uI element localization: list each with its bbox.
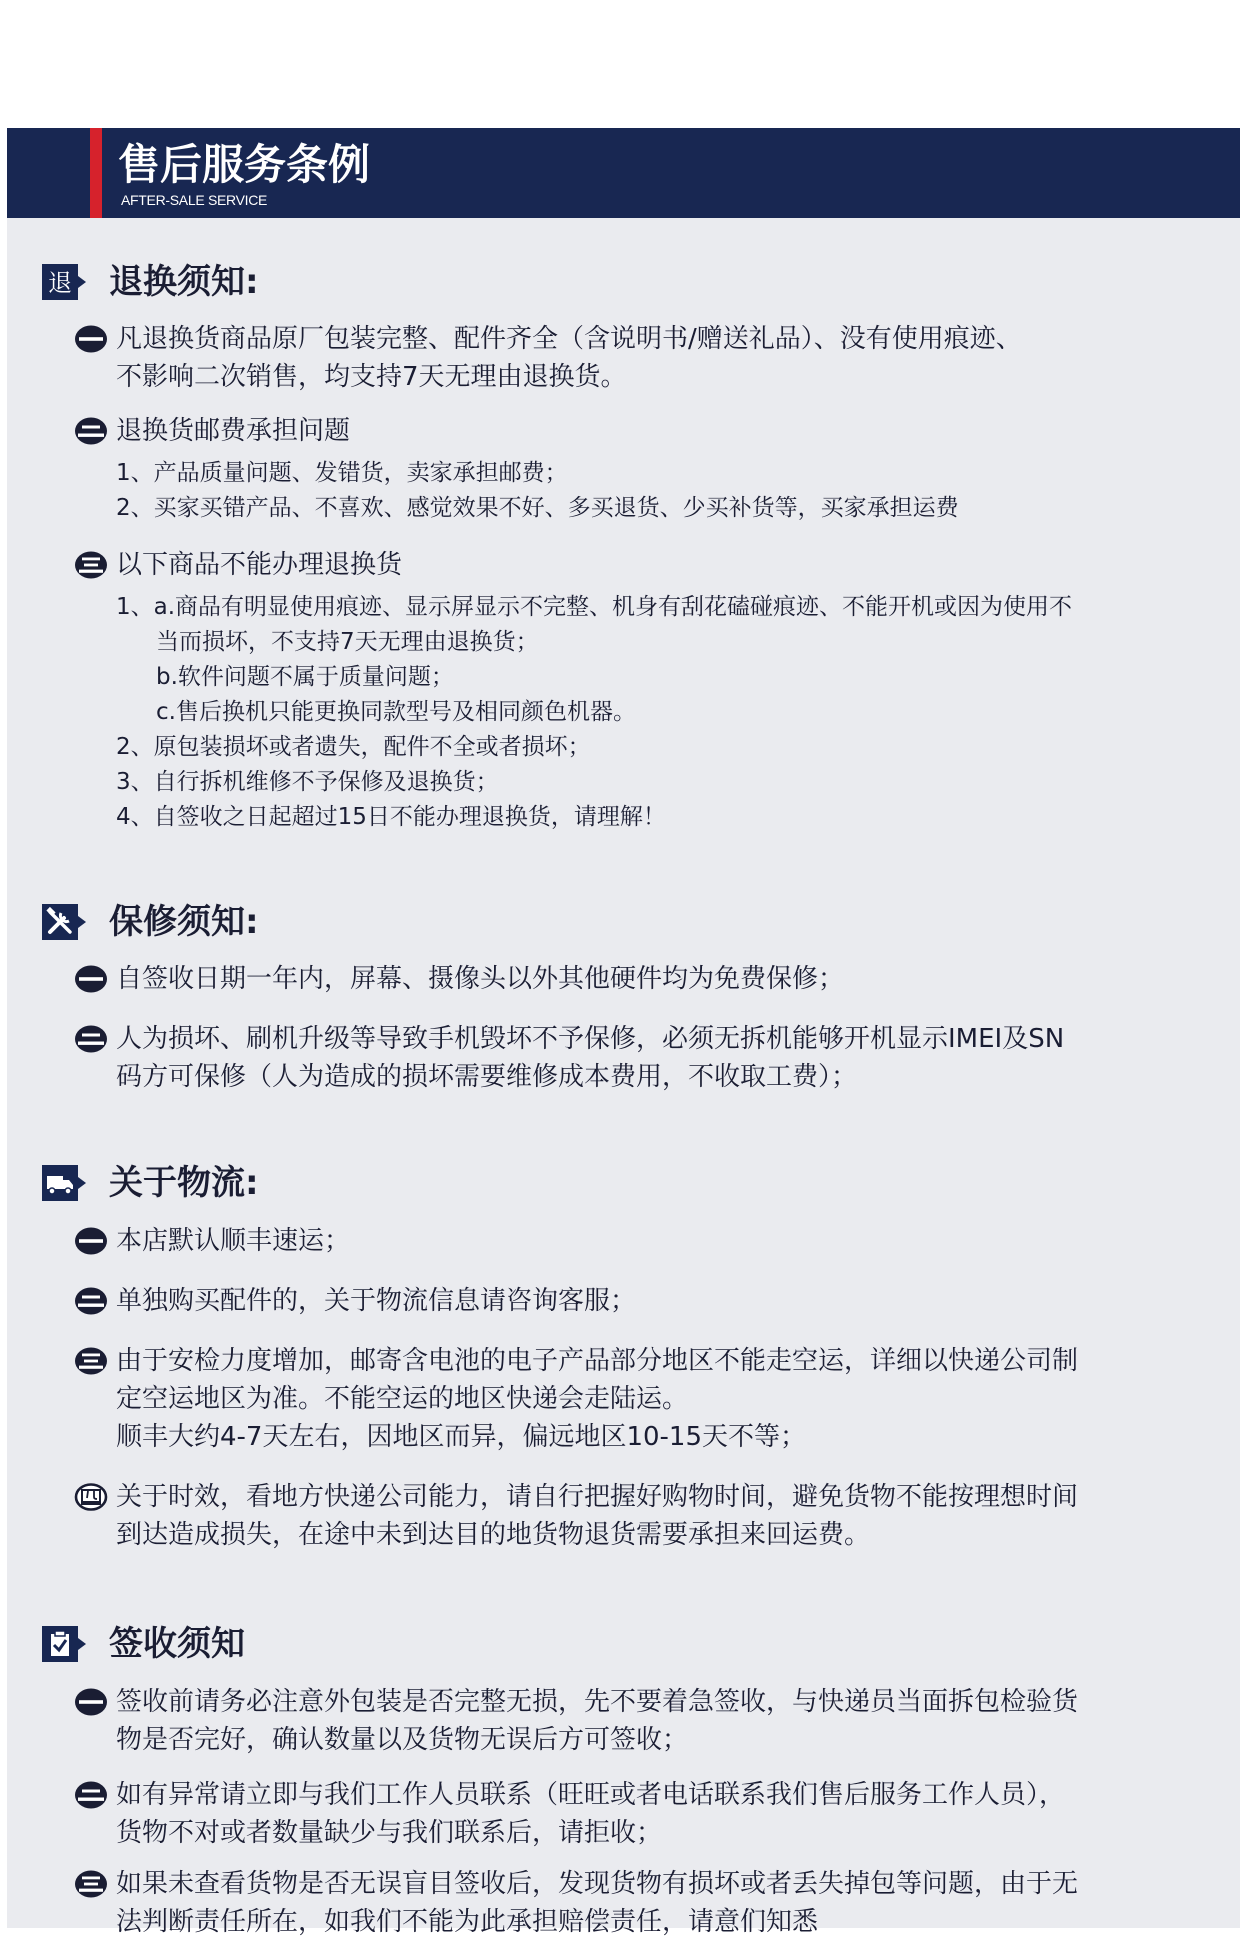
section-header-warranty bbox=[42, 902, 259, 942]
badge-one-icon bbox=[74, 325, 108, 353]
section-header-returns bbox=[42, 262, 259, 302]
exclusion-item: 4、自签收之日起超过15日不能办理退换货，请理解！ bbox=[116, 804, 666, 830]
item-text: 本店默认顺丰速运； bbox=[116, 1226, 351, 1256]
list-item bbox=[74, 1776, 1204, 1852]
item-text: 如果未查看货物是否无误盲目签收后，发现货物有损坏或者丢失掉包等问题，由于无 法判断责任所在，如我们不能为此承担赔偿责任，请意们知悉 bbox=[116, 1869, 1079, 1937]
list-item bbox=[74, 1282, 1204, 1320]
badge-three-icon bbox=[74, 551, 108, 579]
item-text: 关于时效，看地方快递公司能力，请自行把握好购物时间，避免货物不能按理想时间 到达造成损失，在途中未到达目的地货物退货需要承担来回运费。 bbox=[116, 1482, 1079, 1550]
exclusion-item: 3、自行拆机维修不予保修及退换货； bbox=[116, 769, 499, 795]
section-title-warranty: 保修须知: bbox=[109, 902, 259, 942]
exclusion-item: 1、a.商品有明显使用痕迹、显示屏显示不完整、机身有刮花磕碰痕迹、不能开机或因为使用不 bbox=[116, 594, 1073, 620]
list-item bbox=[74, 1865, 1204, 1941]
return-icon bbox=[42, 264, 78, 300]
item-text: 如有异常请立即与我们工作人员联系（旺旺或者电话联系我们售后服务工作人员）， 货物不对或者数量缺少与我们联系后，请拒收； bbox=[116, 1780, 1066, 1848]
item-text: 由于安检力度增加，邮寄含电池的电子产品部分地区不能走空运，详细以快递公司制 定空运地区为准。不能空运的地区快递会走陆运。 顺丰大约4-7天左右，因地区而异，偏远地区10-15天不等； bbox=[116, 1346, 1079, 1452]
badge-three-icon bbox=[74, 1870, 108, 1898]
badge-four-icon bbox=[74, 1483, 108, 1511]
item-text: 自签收日期一年内，屏幕、摄像头以外其他硬件均为免费保修； bbox=[116, 964, 845, 994]
item-text: 人为损坏、刷机升级等导致手机毁坏不予保修，必须无拆机能够开机显示IMEI及SN 码方可保修（人为造成的损坏需要维修成本费用，不收取工费）； bbox=[116, 1024, 1065, 1092]
tools-icon bbox=[42, 904, 78, 940]
item-text: 签收前请务必注意外包装是否完整无损，先不要着急签收，与快递员当面拆包检验货 物是否完好，确认数量以及货物无误后方可签收； bbox=[116, 1687, 1079, 1755]
exclusion-item: b.软件问题不属于质量问题； bbox=[156, 664, 454, 690]
section-title-receipt: 签收须知 bbox=[109, 1624, 245, 1664]
badge-two-icon bbox=[74, 1025, 108, 1053]
badge-one-icon bbox=[74, 1688, 108, 1716]
section-header-logistics bbox=[42, 1163, 259, 1203]
item-text: 单独购买配件的，关于物流信息请咨询客服； bbox=[116, 1286, 637, 1316]
exclusion-list bbox=[116, 590, 1204, 835]
postage-rule: 1、产品质量问题、发错货，卖家承担邮费； bbox=[116, 460, 568, 486]
list-item bbox=[74, 1222, 1204, 1260]
item-text: 凡退换货商品原厂包装完整、配件齐全（含说明书/赠送礼品）、没有使用痕迹、 不影响二次销售，均支持7天无理由退换货。 bbox=[116, 324, 1022, 392]
exclusion-item: c.售后换机只能更换同款型号及相同颜色机器。 bbox=[156, 699, 636, 725]
list-item bbox=[74, 1020, 1204, 1096]
truck-icon bbox=[42, 1165, 78, 1201]
banner-accent-bar bbox=[90, 128, 102, 218]
badge-two-icon bbox=[74, 417, 108, 445]
list-item bbox=[74, 412, 1204, 450]
exclusion-item: 当而损坏，不支持7天无理由退换货； bbox=[156, 629, 539, 655]
badge-two-icon bbox=[74, 1781, 108, 1809]
page-title: 售后服务条例 bbox=[118, 140, 371, 189]
badge-one-icon bbox=[74, 1227, 108, 1255]
postage-rule: 2、买家买错产品、不喜欢、感觉效果不好、多买退货、少买补货等，买家承担运费 bbox=[116, 495, 959, 521]
exclusion-item: 2、原包装损坏或者遗失，配件不全或者损坏； bbox=[116, 734, 591, 760]
list-item bbox=[74, 960, 1204, 998]
badge-one-icon bbox=[74, 965, 108, 993]
item-text: 退换货邮费承担问题 bbox=[116, 416, 351, 446]
list-item bbox=[74, 1342, 1204, 1456]
section-title-logistics: 关于物流: bbox=[109, 1163, 259, 1203]
page-subtitle: AFTER-SALE SERVICE bbox=[121, 192, 268, 208]
list-item bbox=[74, 1478, 1204, 1554]
list-item bbox=[74, 1683, 1204, 1759]
badge-two-icon bbox=[74, 1287, 108, 1315]
section-title-returns: 退换须知: bbox=[109, 262, 259, 302]
badge-three-icon bbox=[74, 1347, 108, 1375]
clipboard-check-icon bbox=[42, 1626, 78, 1662]
list-item bbox=[74, 320, 1204, 396]
postage-rules bbox=[116, 456, 1204, 526]
list-item bbox=[74, 546, 1204, 584]
return-icon-char: 退 bbox=[48, 269, 72, 297]
section-header-receipt bbox=[42, 1624, 245, 1664]
item-text: 以下商品不能办理退换货 bbox=[116, 550, 403, 580]
